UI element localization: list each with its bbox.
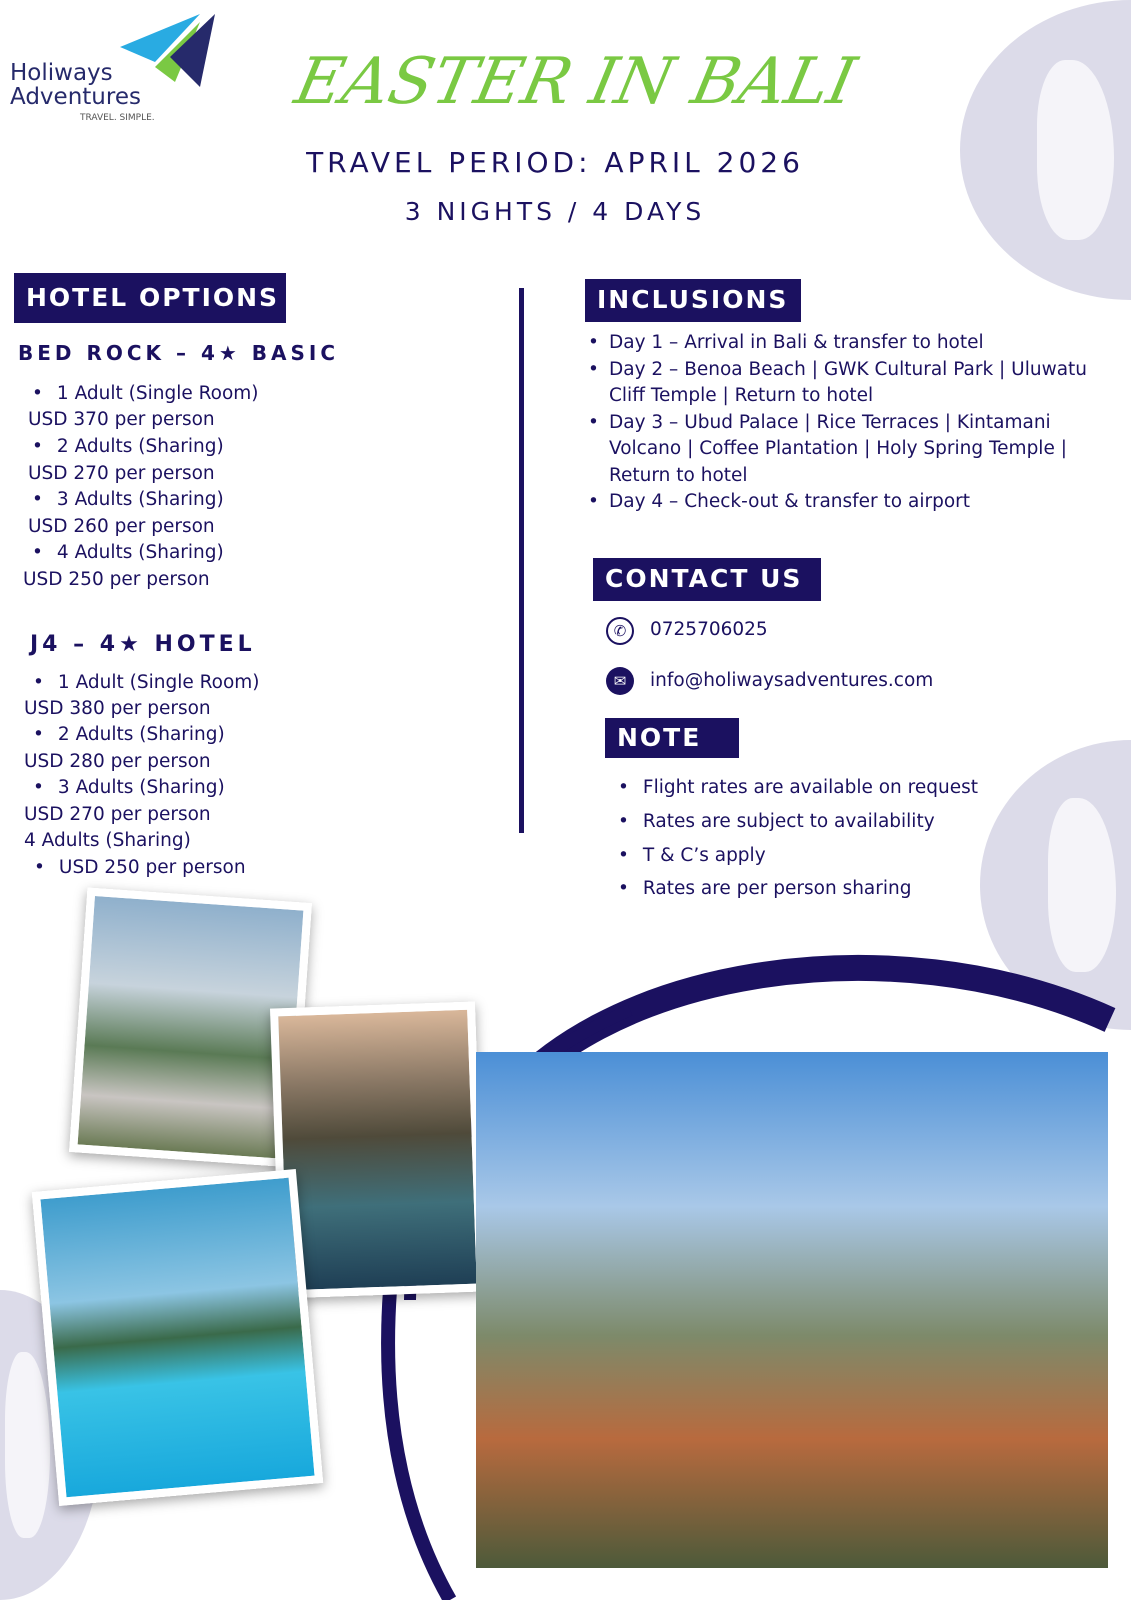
- price: USD 370 per person: [28, 409, 215, 430]
- room-type: • 1 Adult (Single Room): [33, 672, 260, 694]
- price: • USD 250 per person: [34, 857, 246, 879]
- hotel-name: J4 – 4★ HOTEL: [30, 632, 256, 657]
- price: USD 250 per person: [23, 569, 210, 590]
- inclusions-heading: INCLUSIONS: [585, 279, 801, 322]
- room-type: • 2 Adults (Sharing): [33, 724, 225, 746]
- phone-icon: ✆: [606, 617, 634, 645]
- column-divider: [519, 288, 524, 833]
- room-type: • 4 Adults (Sharing): [32, 542, 224, 564]
- duration: 3 NIGHTS / 4 DAYS: [404, 197, 706, 226]
- note-item: • Rates are subject to availability: [618, 811, 935, 833]
- note-item: • Flight rates are available on request: [618, 777, 978, 799]
- inclusion-item: • Day 1 – Arrival in Bali & transfer to hotel: [588, 330, 1108, 357]
- globe-decoration: [960, 0, 1131, 300]
- room-type: • 1 Adult (Single Room): [32, 383, 259, 405]
- price: USD 380 per person: [24, 698, 211, 719]
- logo-text: Adventures: [10, 84, 141, 110]
- inclusion-item: • Day 3 – Ubud Palace | Rice Terraces | Kintamani Volcano | Coffee Plantation | Holy Spring Temple | Return to hotel: [588, 410, 1108, 490]
- page-title: EASTER IN BALI: [288, 45, 862, 119]
- hotel-name: BED ROCK – 4★ BASIC: [18, 341, 340, 365]
- room-type: • 3 Adults (Sharing): [33, 777, 225, 799]
- contact-phone[interactable]: 0725706025: [650, 619, 768, 640]
- note-item: • T & C’s apply: [618, 845, 766, 867]
- logo-text: Holiways: [10, 60, 113, 86]
- note-item: • Rates are per person sharing: [618, 878, 911, 900]
- logo: [10, 12, 220, 127]
- room-type: • 3 Adults (Sharing): [32, 489, 224, 511]
- contact-heading: CONTACT US: [593, 558, 821, 601]
- photo-beach-pool: [32, 1169, 323, 1506]
- email-icon: ✉: [606, 667, 634, 695]
- photo-ubud-temple: [476, 1052, 1108, 1568]
- travel-period: TRAVEL PERIOD: APRIL 2026: [306, 146, 804, 179]
- inclusion-item: • Day 4 – Check-out & transfer to airport: [588, 489, 1108, 516]
- note-heading: NOTE: [605, 718, 739, 758]
- price: USD 270 per person: [24, 804, 211, 825]
- room-type: 4 Adults (Sharing): [24, 830, 191, 851]
- price: USD 280 per person: [24, 751, 211, 772]
- logo-tagline: TRAVEL. SIMPLE.: [80, 113, 155, 123]
- room-type: • 2 Adults (Sharing): [32, 436, 224, 458]
- inclusions-list: [588, 330, 1108, 516]
- hotel-options-heading: HOTEL OPTIONS: [14, 273, 286, 323]
- price: USD 260 per person: [28, 516, 215, 537]
- contact-email[interactable]: info@holiwaysadventures.com: [650, 670, 934, 691]
- price: USD 270 per person: [28, 463, 215, 484]
- inclusion-item: • Day 2 – Benoa Beach | GWK Cultural Park | Uluwatu Cliff Temple | Return to hotel: [588, 357, 1108, 410]
